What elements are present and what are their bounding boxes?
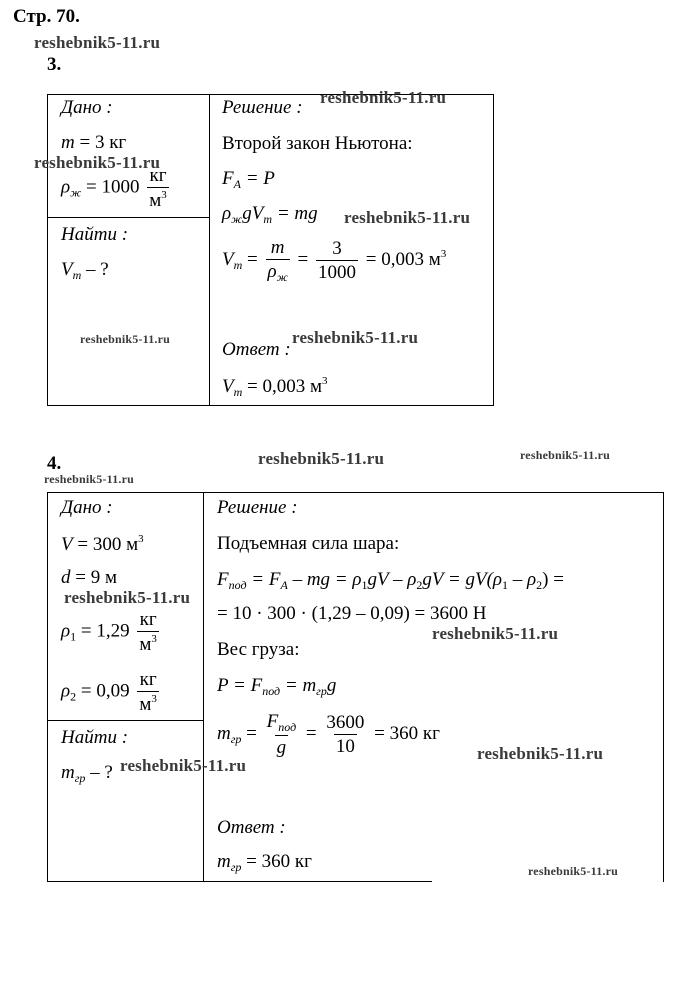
watermark: reshebnik5-11.ru: [477, 744, 604, 763]
watermark: reshebnik5-11.ru: [80, 332, 170, 346]
equation-1: $F_A = P$: [222, 168, 275, 191]
page-title: Стр. 70.: [13, 6, 80, 27]
equation-3: $V_т$ = $\frac{m}{\rho_ж}$ = $\frac{3}{1000}$ = 0,003 $м^3$: [222, 237, 447, 284]
mass-calculation: $m_{гр}$ = $\frac{F_{под}}{g}$ = $\frac{3600}{10}$ = 360 кг: [217, 711, 440, 758]
solution-label: Решение :: [217, 497, 298, 518]
problem-4-right-border: [663, 492, 664, 882]
lift-force-title: Подъемная сила шара:: [217, 533, 400, 554]
watermark: reshebnik5-11.ru: [64, 588, 191, 607]
answer-value: $V_т = 0,003$ $м^3$: [222, 375, 328, 399]
answer-label: Ответ :: [217, 817, 286, 838]
watermark: reshebnik5-11.ru: [258, 449, 385, 468]
given-density-1: $\rho_1 = 1,29$ $\frac{кг}{м^3}$: [61, 609, 157, 655]
watermark: reshebnik5-11.ru: [344, 208, 471, 227]
lift-force-calculation: = 10 · 300 · (1,29 – 0,09) = 3600 Н: [217, 603, 487, 624]
answer-label: Ответ :: [222, 339, 291, 360]
newton-law-text: Второй закон Ньютона:: [222, 133, 413, 154]
find-volume: $V_т$ – ?: [61, 259, 109, 282]
watermark: reshebnik5-11.ru: [34, 33, 161, 52]
watermark: reshebnik5-11.ru: [432, 624, 559, 643]
answer-value: $m_{гр} = 360$ кг: [217, 851, 312, 874]
lift-force-formula: $F_{под} = F_A$ – mg = $\rho_1gV - \rho_2gV = gV(\rho_1 - \rho_2)$ =: [217, 569, 564, 592]
problem-3-number: 3.: [47, 54, 62, 75]
watermark: reshebnik5-11.ru: [528, 864, 618, 878]
equation-2: $\rho_жgV_т$ = mg: [222, 203, 318, 226]
problem-3-divider: [209, 94, 210, 405]
watermark: reshebnik5-11.ru: [320, 88, 447, 107]
solution-label: Решение :: [222, 97, 303, 118]
problem-4-given-find-divider: [47, 720, 204, 721]
given-volume: V = 300 $м^3$: [61, 533, 144, 555]
problem-4-divider: [203, 492, 204, 882]
problem-4-left-border: [47, 492, 48, 882]
weight-formula: $P = F_{под} = m_{гр}g$: [217, 675, 337, 698]
given-mass: m = 3 кг: [61, 132, 127, 153]
given-label: Дано :: [61, 97, 113, 118]
given-density-2: $\rho_2 = 0,09$ $\frac{кг}{м^3}$: [61, 669, 157, 715]
problem-4-number: 4.: [47, 453, 62, 474]
watermark: reshebnik5-11.ru: [292, 328, 419, 347]
weight-title: Вес груза:: [217, 639, 300, 660]
find-label: Найти :: [61, 727, 129, 748]
problem-3-given-find-divider: [47, 217, 210, 218]
problem-4-bottom-border: [47, 881, 432, 882]
watermark: reshebnik5-11.ru: [34, 153, 161, 172]
find-mass: $m_{гр}$ – ?: [61, 762, 113, 785]
watermark: reshebnik5-11.ru: [44, 472, 134, 486]
given-density: $\rho_ж = 1000$ $\frac{кг}{м^3}$: [61, 165, 167, 211]
given-diameter: d = 9 м: [61, 567, 117, 588]
problem-4-top-border: [47, 492, 664, 493]
watermark: reshebnik5-11.ru: [520, 448, 610, 462]
given-label: Дано :: [61, 497, 113, 518]
watermark: reshebnik5-11.ru: [120, 756, 247, 775]
find-label: Найти :: [61, 224, 129, 245]
